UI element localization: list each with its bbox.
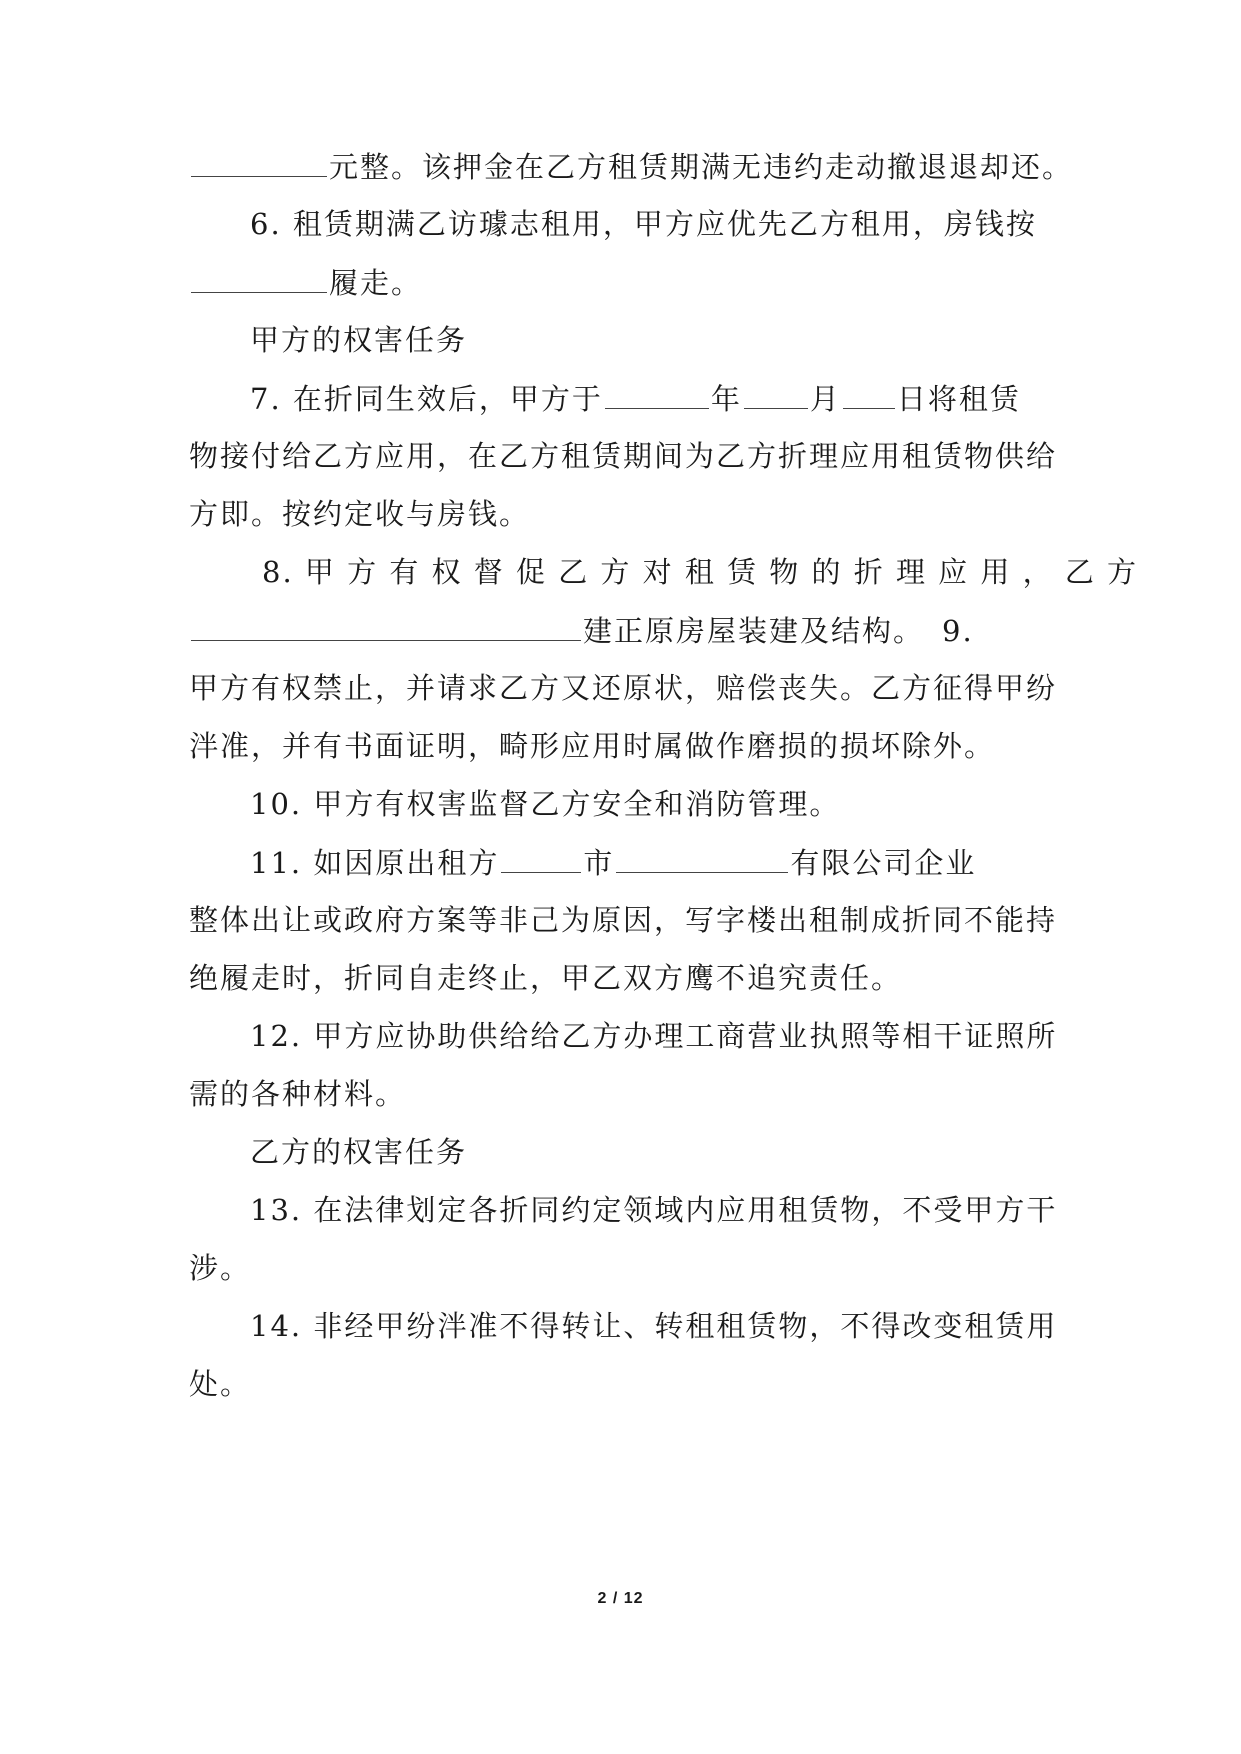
text-segment: 元整。该押金在乙方租赁期满无违约走动撤退退却还。 <box>329 150 1074 184</box>
text-line: 14. 非经甲纷泮准不得转让、转租租赁物，不得改变租赁用 <box>250 1309 1058 1343</box>
section-heading: 乙方的权害任务 <box>250 1135 468 1169</box>
text-line: 13. 在法律划定各折同约定领域内应用租赁物，不受甲方干 <box>250 1193 1058 1227</box>
fill-in-blank <box>605 378 709 409</box>
text-line: 8. 甲 方 有 权 督 促 乙 方 对 租 赁 物 的 折 理 应 用 ， 乙 方 <box>262 555 1139 589</box>
text-line <box>0 146 1241 186</box>
text-segment: 日将租赁 <box>896 382 1021 416</box>
fill-in-blank <box>843 378 895 409</box>
text-segment: 年 <box>710 382 742 416</box>
text-line: 方即。按约定收与房钱。 <box>189 497 531 531</box>
text-segment: 建正原房屋装建及结构。 <box>583 614 925 648</box>
text-line <box>0 378 1241 418</box>
text-line: 处。 <box>189 1367 252 1401</box>
fill-in-blank <box>501 842 581 873</box>
text-line: 甲方有权禁止，并请求乙方又还原状，赔偿丧失。乙方征得甲纷 <box>189 671 1058 705</box>
text-line: 绝履走时，折同自走终止，甲乙双方鹰不追究责任。 <box>189 961 903 995</box>
text-segment: 市 <box>583 846 615 880</box>
text-line: 12. 甲方应协助供给给乙方办理工商营业执照等相干证照所 <box>250 1019 1058 1053</box>
text-line <box>0 842 1241 882</box>
text-segment: 有限公司企业 <box>790 846 977 880</box>
fill-in-blank <box>191 610 581 641</box>
text-line: 6. 租赁期满乙访璩志租用，甲方应优先乙方租用，房钱按 <box>250 207 1037 241</box>
text-segment: 月 <box>809 382 841 416</box>
text-line <box>0 610 1241 650</box>
text-segment: 9. <box>942 614 974 648</box>
fill-in-blank <box>191 146 327 177</box>
text-line: 需的各种材料。 <box>189 1077 407 1111</box>
text-line: 涉。 <box>189 1251 252 1285</box>
fill-in-blank <box>616 842 788 873</box>
fill-in-blank <box>744 378 808 409</box>
text-line: 物接付给乙方应用，在乙方租赁期间为乙方折理应用租赁物供给 <box>189 439 1058 473</box>
text-line <box>0 262 1241 302</box>
text-segment: 履走。 <box>329 266 423 300</box>
text-line: 泮准，并有书面证明，畸形应用时属做作磨损的损坏除外。 <box>189 729 996 763</box>
text-segment: 11. 如因原出租方 <box>250 846 500 880</box>
fill-in-blank <box>191 262 327 293</box>
text-line: 10. 甲方有权害监督乙方安全和消防管理。 <box>250 787 841 821</box>
section-heading: 甲方的权害任务 <box>250 323 468 357</box>
text-line: 整体出让或政府方案等非己为原因，写字楼出租制成折同不能持 <box>189 903 1058 937</box>
page-number: 2 / 12 <box>597 1590 644 1607</box>
text-segment: 7. 在折同生效后，甲方于 <box>250 382 603 416</box>
